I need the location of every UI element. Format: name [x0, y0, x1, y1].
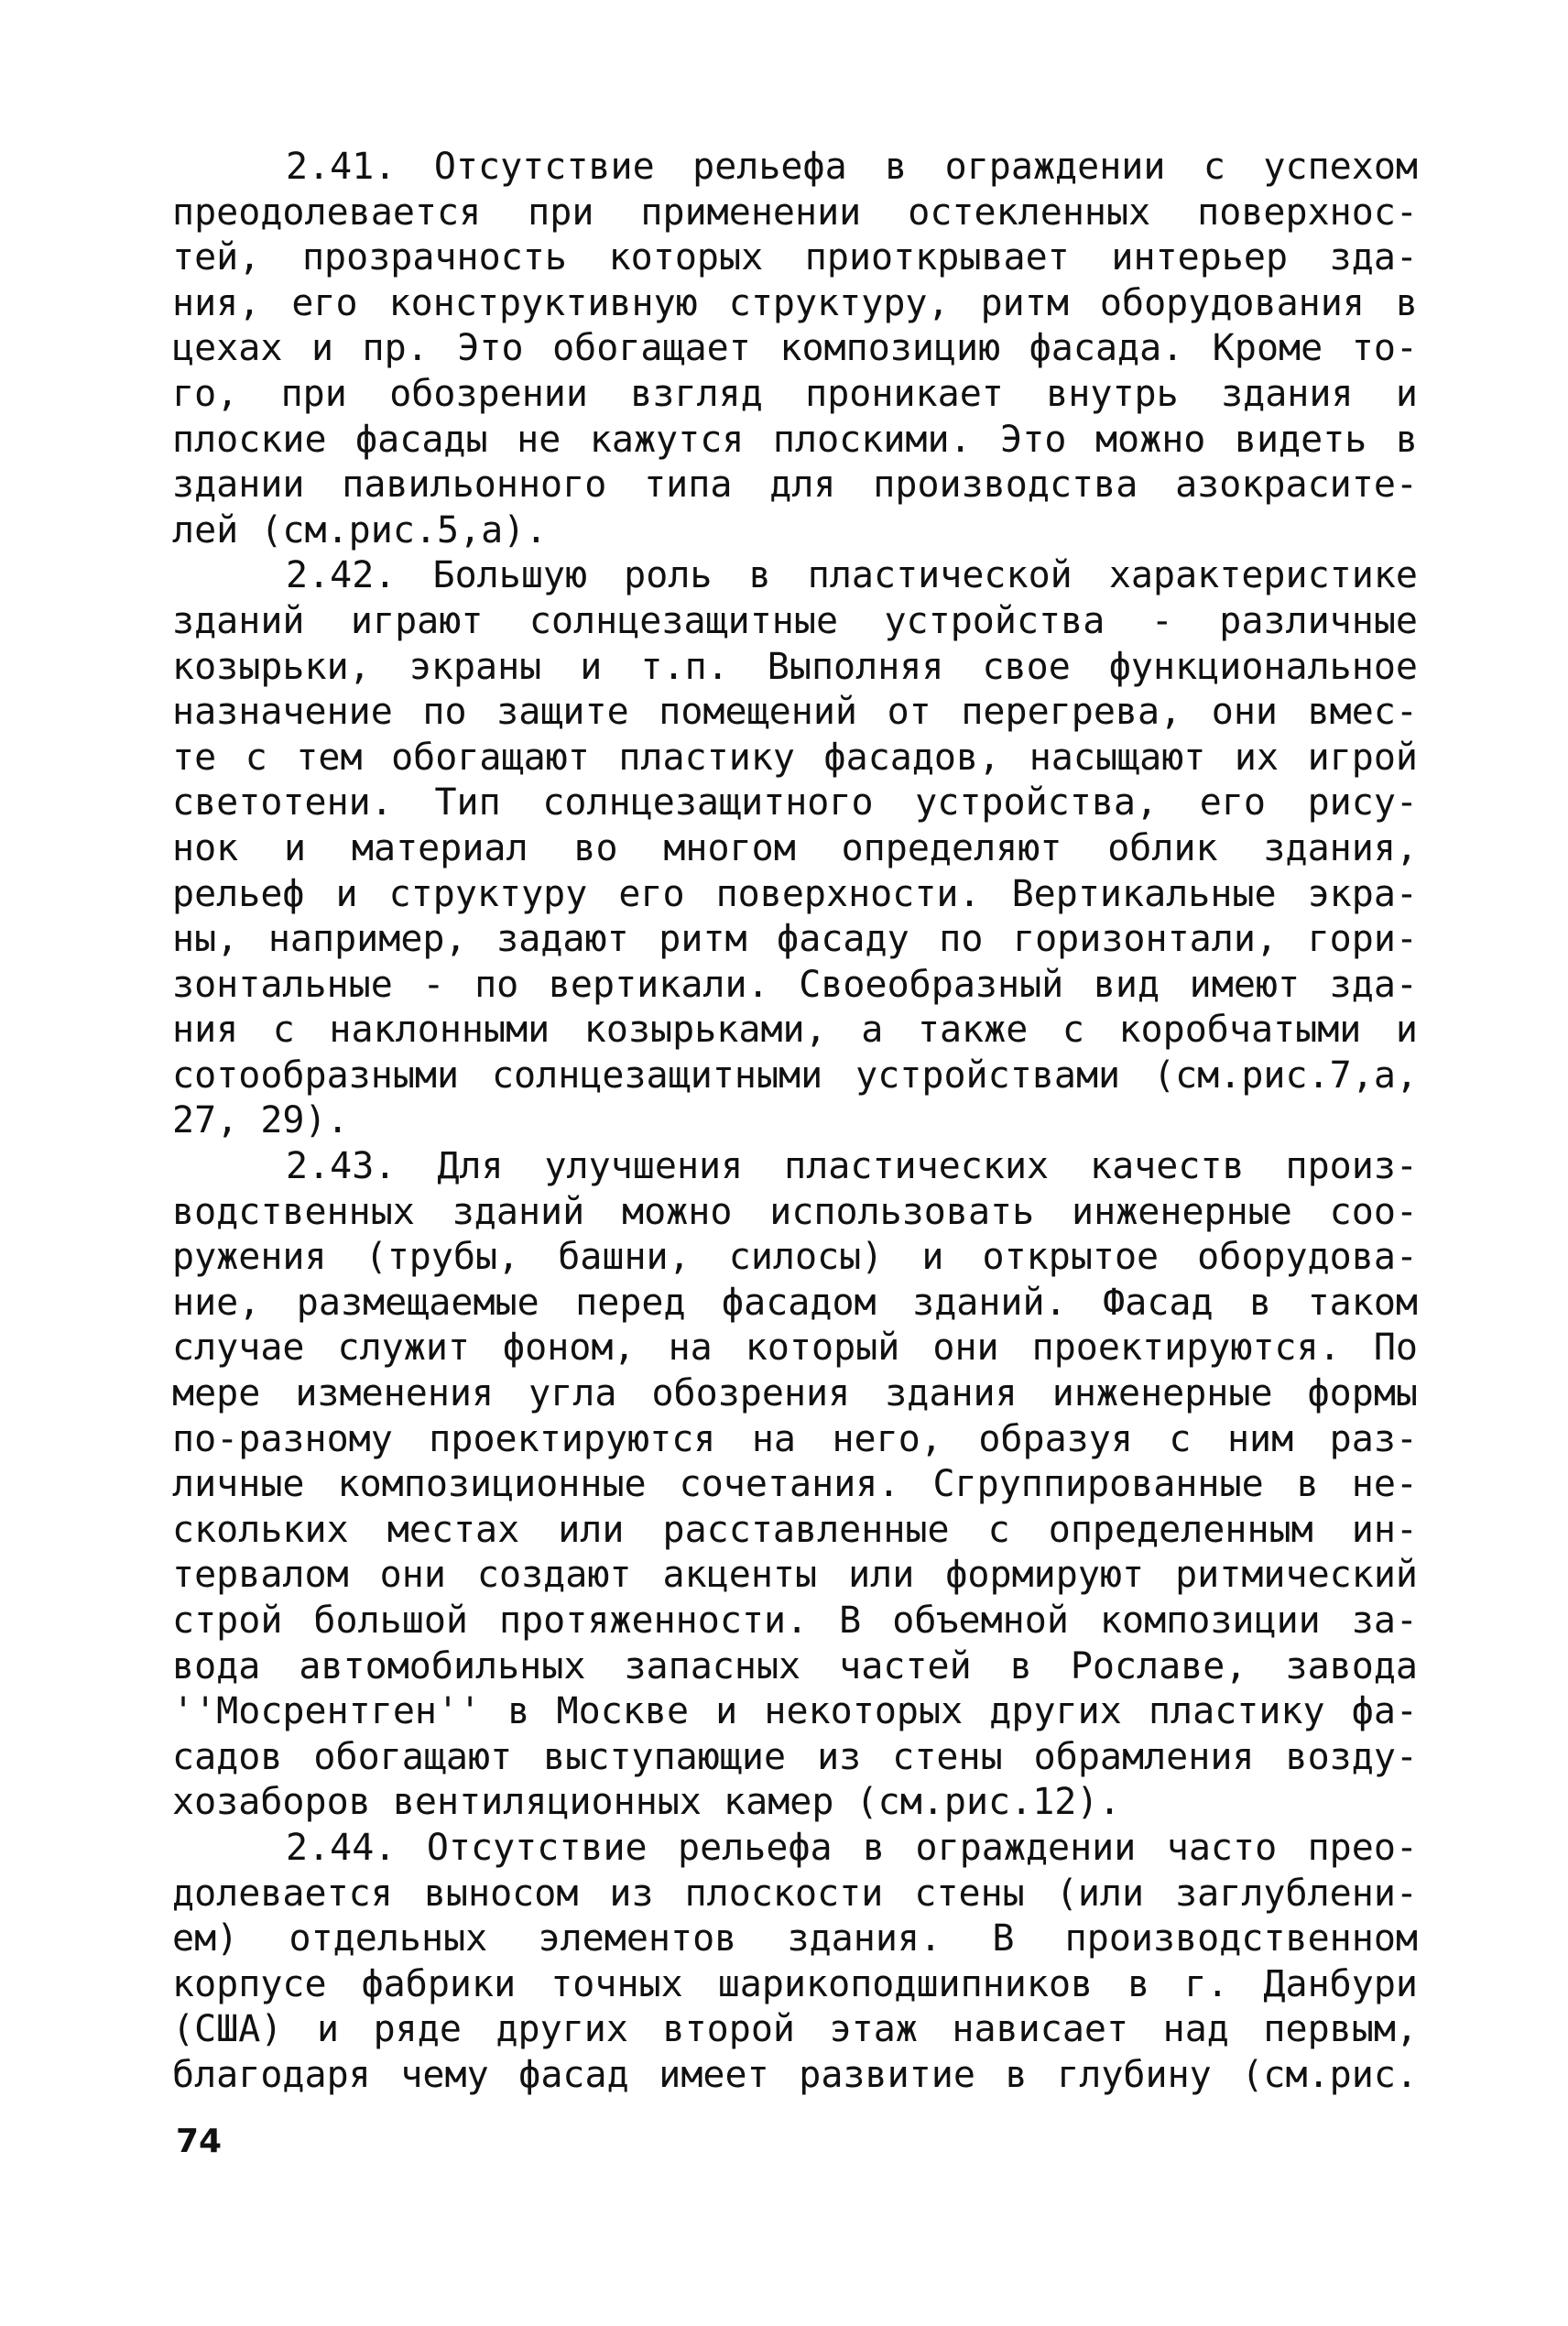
text-line: строй большой протяженности. В объемной композиции за-: [172, 1600, 1418, 1642]
text-line: 2.43. Для улучшения пластических качеств произ-: [286, 1145, 1418, 1188]
text-line: зонтальные - по вертикали. Своеобразный вид имеют зда-: [172, 963, 1418, 1006]
text-line: 2.42. Большую роль в пластической характеристике: [286, 554, 1418, 597]
text-line: сотообразными солнцезащитными устройствами (см.рис.7,а,: [172, 1054, 1418, 1097]
text-line: рельеф и структуру его поверхности. Вертикальные экра-: [172, 872, 1418, 915]
text-line: садов обогащают выступающие из стены обрамления возду-: [172, 1735, 1418, 1778]
body-text: [172, 145, 1454, 2099]
text-line: те с тем обогащают пластику фасадов, насыщают их игрой: [172, 736, 1418, 779]
text-line: 27, 29).: [172, 1099, 349, 1142]
text-line: плоские фасады не кажутся плоскими. Это можно видеть в: [172, 418, 1418, 461]
text-line: тервалом они создают акценты или формируют ритмический: [172, 1554, 1418, 1597]
text-line: зданий играют солнцезащитные устройства - различные: [172, 599, 1418, 642]
text-line: личные композиционные сочетания. Сгруппированные в не-: [172, 1463, 1418, 1506]
text-line: ния с наклонными козырьками, а также с коробчатыми и: [172, 1009, 1418, 1052]
text-line: здании павильонного типа для производства азокрасите-: [172, 464, 1418, 507]
text-line: вода автомобильных запасных частей в Рославе, завода: [172, 1644, 1418, 1687]
text-line: назначение по защите помещений от перегрева, они вмес-: [172, 691, 1418, 734]
text-line: ния, его конструктивную структуру, ритм оборудования в: [172, 281, 1418, 324]
text-line: (США) и ряде других второй этаж нависает над первым,: [172, 2008, 1418, 2051]
text-line: тей, прозрачность которых приоткрывает интерьер зда-: [172, 236, 1418, 279]
paragraph-2-44: [172, 1826, 1454, 2099]
text-line: нок и материал во многом определяют облик здания,: [172, 826, 1418, 869]
text-line: корпусе фабрики точных шарикоподшипников в г. Данбури: [172, 1962, 1418, 2005]
paragraph-2-42: [172, 553, 1454, 1144]
text-line: мере изменения угла обозрения здания инженерные формы: [172, 1372, 1418, 1415]
text-line: ружения (трубы, башни, силосы) и открытое оборудова-: [172, 1236, 1418, 1279]
text-line: 2.41. Отсутствие рельефа в ограждении с успехом: [286, 146, 1418, 188]
text-line: козырьки, экраны и т.п. Выполняя свое функциональное: [172, 645, 1418, 688]
text-line: преодолевается при применении остекленных поверхнос-: [172, 191, 1418, 234]
text-line: цехах и пр. Это обогащает композицию фасада. Кроме то-: [172, 327, 1418, 370]
text-line: светотени. Тип солнцезащитного устройства, его рису-: [172, 781, 1418, 824]
text-line: скольких местах или расставленные с определенным ин-: [172, 1508, 1418, 1551]
text-line: ем) отдельных элементов здания. В производственном: [172, 1917, 1418, 1960]
page-number: 74: [176, 2123, 223, 2160]
text-line: лей (см.рис.5,а).: [172, 508, 548, 551]
text-line: долевается выносом из плоскости стены (или заглублени-: [172, 1872, 1418, 1915]
text-line: благодаря чему фасад имеет развитие в глубину (см.рис.: [172, 2053, 1418, 2096]
text-line: ''Мосрентген'' в Москве и некоторых других пластику фа-: [172, 1690, 1418, 1733]
paragraph-2-41: [172, 145, 1454, 553]
text-line: хозаборов вентиляционных камер (см.рис.12).: [172, 1781, 1121, 1824]
text-line: ние, размещаемые перед фасадом зданий. Фасад в таком: [172, 1281, 1418, 1324]
text-line: по-разному проектируются на него, образуя с ним раз-: [172, 1417, 1418, 1460]
text-line: го, при обозрении взгляд проникает внутрь здания и: [172, 372, 1418, 415]
text-line: 2.44. Отсутствие рельефа в ограждении часто прео-: [286, 1826, 1418, 1869]
text-line: ны, например, задают ритм фасаду по горизонтали, гори-: [172, 918, 1418, 961]
text-line: водственных зданий можно использовать инженерные соо-: [172, 1190, 1418, 1233]
text-line: случае служит фоном, на который они проектируются. По: [172, 1327, 1418, 1370]
paragraph-2-43: [172, 1144, 1454, 1826]
